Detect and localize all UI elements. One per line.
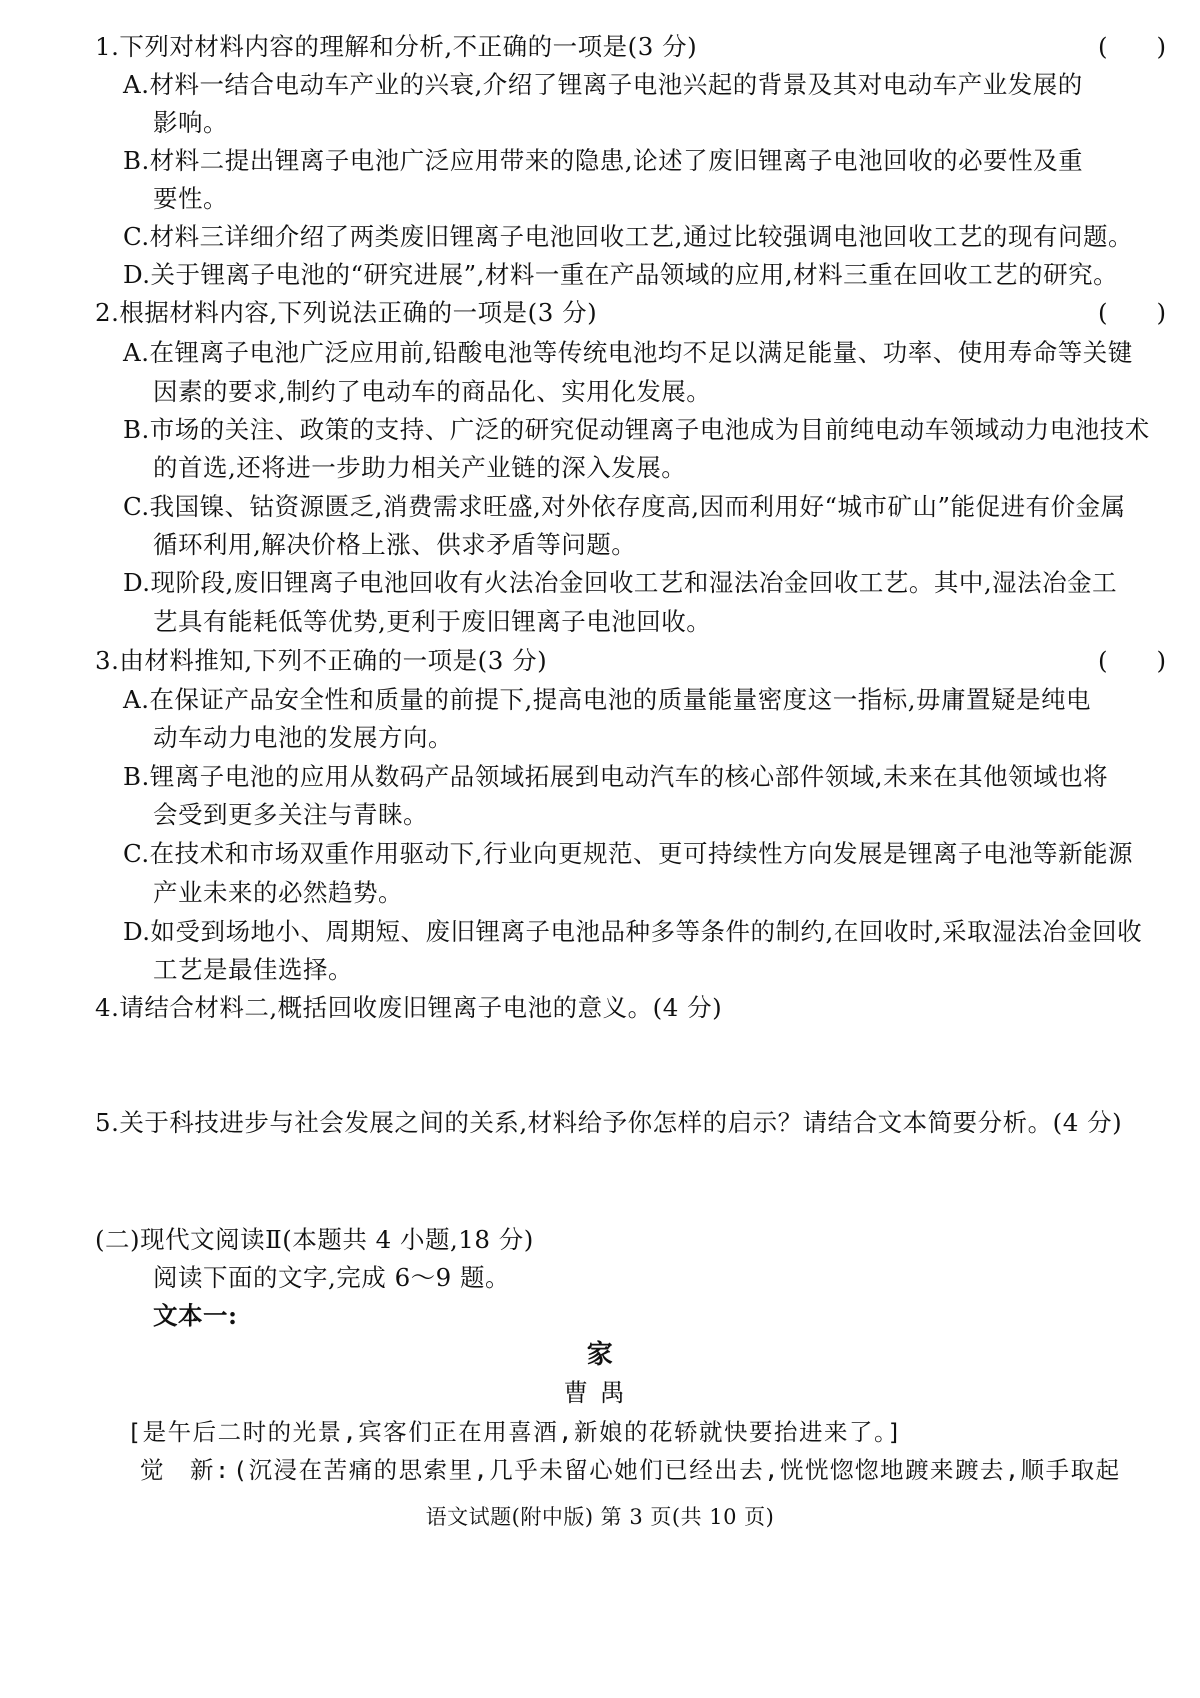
passage-title: 家 xyxy=(586,1340,614,1370)
question-5-stem: 5.关于科技进步与社会发展之间的关系,材料给予你怎样的启示？请结合文本简要分析。(4 分) xyxy=(95,1108,1123,1137)
question-2-option-d: D.现阶段,废旧锂离子电池回收有火法冶金回收工艺和湿法冶金回收工艺。其中,湿法冶金工 xyxy=(123,568,1118,597)
page-footer: 语文试题(附中版) 第 3 页(共 10 页) xyxy=(425,1505,775,1529)
question-2-stem: 2.根据材料内容,下列说法正确的一项是(3 分) xyxy=(95,298,598,327)
section-instruction: 阅读下面的文字,完成 6～9 题。 xyxy=(153,1263,511,1292)
question-3-option-c: C.在技术和市场双重作用驱动下,行业向更规范、更可持续性方向发展是锂离子电池等新能源 xyxy=(123,839,1133,868)
question-3-option-d-continued: 工艺是最佳选择。 xyxy=(153,955,353,984)
question-3-option-d: D.如受到场地小、周期短、废旧锂离子电池品种多等条件的制约,在回收时,采取湿法冶金回收 xyxy=(123,917,1143,946)
question-3-option-a: A.在保证产品安全性和质量的前提下,提高电池的质量能量密度这一指标,毋庸置疑是纯电 xyxy=(123,685,1092,714)
speaker-name: 觉 新: xyxy=(140,1456,231,1484)
question-1-option-a-continued: 影响。 xyxy=(153,108,228,137)
text-one-label: 文本一: xyxy=(153,1301,238,1330)
question-3-option-c-continued: 产业未来的必然趋势。 xyxy=(153,878,403,907)
question-2-option-b-continued: 的首选,还将进一步助力相关产业链的深入发展。 xyxy=(153,453,687,482)
question-3-option-b-continued: 会受到更多关注与青睐。 xyxy=(153,800,428,829)
question-2-option-b: B.市场的关注、政策的支持、广泛的研究促动锂离子电池成为目前纯电动车领域动力电池技术 xyxy=(123,415,1150,444)
question-1-option-a: A.材料一结合电动车产业的兴衰,介绍了锂离子电池兴起的背景及其对电动车产业发展的 xyxy=(123,70,1083,99)
script-line: (沉浸在苦痛的思索里,几乎未留心她们已经出去,恍恍惚惚地踱来踱去,顺手取起 xyxy=(233,1456,1121,1484)
passage-author: 曹禺 xyxy=(563,1378,637,1407)
question-2-option-c-continued: 循环利用,解决价格上涨、供求矛盾等问题。 xyxy=(153,530,637,559)
question-2-answer-blank: ( ) xyxy=(1098,298,1167,327)
question-2-option-c: C.我国镍、钴资源匮乏,消费需求旺盛,对外依存度高,因而利用好“城市矿山”能促进有价金属 xyxy=(123,492,1126,521)
question-2-option-d-continued: 艺具有能耗低等优势,更利于废旧锂离子电池回收。 xyxy=(153,607,712,636)
question-3-answer-blank: ( ) xyxy=(1098,646,1167,675)
question-1-option-b: B.材料二提出锂离子电池广泛应用带来的隐患,论述了废旧锂离子电池回收的必要性及重 xyxy=(123,146,1084,175)
stage-direction: [是午后二时的光景,宾客们正在用喜酒,新娘的花轿就快要抬进来了。] xyxy=(127,1418,903,1446)
question-1-answer-blank: ( ) xyxy=(1098,32,1167,61)
question-3-option-b: B.锂离子电池的应用从数码产品领域拓展到电动汽车的核心部件领域,未来在其他领域也将 xyxy=(123,762,1109,791)
question-4-stem: 4.请结合材料二,概括回收废旧锂离子电池的意义。(4 分) xyxy=(95,993,723,1022)
question-3-stem: 3.由材料推知,下列不正确的一项是(3 分) xyxy=(95,646,548,675)
question-1-stem: 1.下列对材料内容的理解和分析,不正确的一项是(3 分) xyxy=(95,32,698,61)
question-3-option-a-continued: 动车动力电池的发展方向。 xyxy=(153,723,453,752)
question-1-option-c: C.材料三详细介绍了两类废旧锂离子电池回收工艺,通过比较强调电池回收工艺的现有问题。 xyxy=(123,222,1133,251)
question-1-option-d: D.关于锂离子电池的“研究进展”,材料一重在产品领域的应用,材料三重在回收工艺的研究。 xyxy=(123,260,1119,289)
question-2-option-a: A.在锂离子电池广泛应用前,铅酸电池等传统电池均不足以满足能量、功率、使用寿命等关键 xyxy=(123,338,1133,367)
section-heading: (二)现代文阅读Ⅱ(本题共 4 小题,18 分) xyxy=(95,1225,534,1254)
question-1-option-b-continued: 要性。 xyxy=(153,184,228,213)
question-2-option-a-continued: 因素的要求,制约了电动车的商品化、实用化发展。 xyxy=(153,377,712,406)
